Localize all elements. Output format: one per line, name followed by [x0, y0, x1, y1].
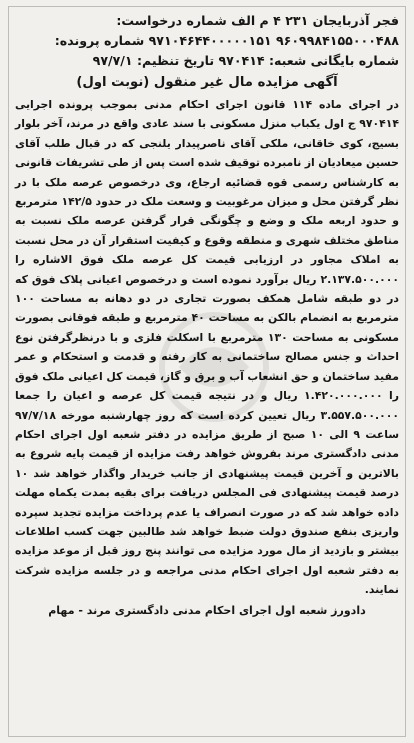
notice-body: در اجرای ماده ۱۱۴ قانون اجرای احکام مدنی بموجب پرونده اجرایی ۹۷۰۴۱۴ ج اول یکباب منزل مسکونی با سند عادی واقع در مرند، آخر بلوار بسیج، کوی خاقانی، ملکی آقای ناصرپیدار یلنجی که در قبال طلب آقای حسین میعادیان از نامبرده توقیف شده است پس از طی تشریفات قانونی به کارشناس رسمی قوه قضائیه ارجاع، وی درخصوص عرصه ملک با در نظر گرفتن محل و میزان مرغوبیت و وسعت ملک در حدود ۱۴۲/۵ مترمربع و حدود اربعه ملک و وضع و چگونگی قرار گرفتن عرصه ملک نسبت به مناطق مختلف شهری و منطقه وقوع و کیفیت استقرار آن در محل نسبت به املاک مجاور در ارزیابی قیمت کل عرصه ملک فوق الاشاره را ۲.۱۳۷.۵۰۰.۰۰۰ ریال برآورد نموده است و درخصوص اعیانی پلاک فوق که در دو طبقه شامل همکف بصورت تجاری در دو دهانه به مساحت ۱۰۰ مترمربع به انضمام بالکن به مساحت ۴۰ مترمربع و طبقه فوقانی بصورت مسکونی به مساحت ۱۳۰ مترمربع با اسکلت فلزی و با درنظرگرفتن نوع احداث و جنس مصالح ساختمانی به کار رفته و قدمت و استحکام و عمر مفید ساختمان و حق انشعاب آب و برق و گاز، قیمت کل اعیانی ملک فوق را ۱.۴۲۰.۰۰۰.۰۰۰ ریال و در نتیجه قیمت کل عرصه و اعیان را جمعا ۳.۵۵۷.۵۰۰.۰۰۰ ریال تعیین کرده است که روز چهارشنبه مورخه ۹۷/۷/۱۸ ساعت ۹ الی ۱۰ صبح از طریق مزایده در دفتر شعبه اول اجرای احکام مدنی دادگستری مرند بفروش خواهد رفت مزایده از قیمت پایه شروع به بالاترین و آخرین قیمت پیشنهادی از جانب خریدار واگذار خواهد شد ۱۰ درصد قیمت پیشنهادی فی المجلس دریافت برای بقیه بمدت یکماه مهلت داده خواهد شد که در صورت انصراف یا عدم پرداخت مزایده تجدید سپرده واریزی بنفع صندوق دولت ضبط خواهد شد طالبین جهت کسب اطلاعات بیشتر و بازدید از مال مورد مزایده می توانند پنج روز قبل از موعد مزایده به دفتر شعبه اول اجرای احکام مدنی مراجعه و در جلسه مزایده شرکت نمایند. — [15, 98, 400, 597]
case-number: ۹۶۰۹۹۸۴۱۵۵۰۰۰۴۸۸ ۹۷۱۰۴۶۴۴۰۰۰۰۰۱۵۱ شماره پرونده: — [54, 33, 399, 48]
notice-title: آگهی مزایده مال غیر منقول (نوبت اول) — [76, 75, 338, 90]
notice-signature: دادورز شعبه اول اجرای احکام مدنی دادگستری مرند - مهام — [48, 603, 366, 617]
notice-frame — [8, 6, 406, 737]
archive-number-date: شماره بایگانی شعبه: ۹۷۰۴۱۴ تاریخ تنظیم: ۹۷/۷/۱ — [92, 53, 399, 68]
newspaper-request-number: فجر آذربایجان ۲۳۱ ۴ م الف شماره درخواست: — [116, 13, 399, 28]
